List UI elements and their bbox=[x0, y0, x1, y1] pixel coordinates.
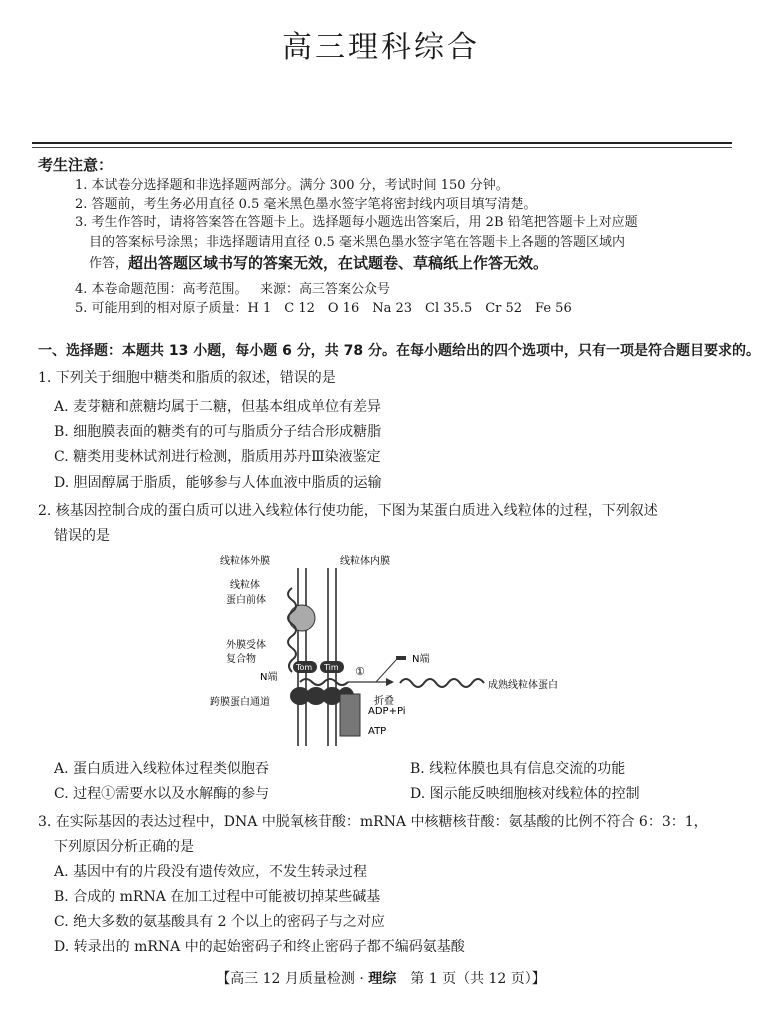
q3-stem-line2: 下列原因分析正确的是 bbox=[54, 839, 194, 855]
mature-protein-chain bbox=[400, 679, 484, 687]
notice-item-4: 4. 本卷命题范围：高考范围。 bbox=[75, 282, 248, 297]
precursor-label-1: 线粒体 bbox=[230, 580, 260, 591]
q1-option-c: C. 糖类用斐林试剂进行检测，脂质用苏丹Ⅲ染液鉴定 bbox=[54, 449, 381, 465]
notice-item-3: 3. 考生作答时，请将答案答在答题卡上。选择题每小题选出答案后，用 2B 铅笔把答题卡上对应题 bbox=[75, 215, 638, 230]
page-footer bbox=[0, 968, 762, 988]
translocating-chain bbox=[300, 679, 348, 685]
q2-option-c: C. 过程①需要水以及水解酶的参与 bbox=[54, 786, 270, 802]
atp-label: ATP bbox=[368, 726, 387, 737]
q2-stem-line1: 2. 核基因控制合成的蛋白质可以进入线粒体行使功能，下图为某蛋白质进入线粒体的过程，下列叙述 bbox=[38, 503, 658, 519]
fold-label: 折叠 bbox=[374, 696, 394, 707]
notice-heading: 考生注意： bbox=[38, 156, 114, 174]
q2-option-b: B. 线粒体膜也具有信息交流的功能 bbox=[410, 761, 626, 777]
mature-protein-label: 成熟线粒体蛋白 bbox=[488, 680, 558, 691]
notice-item-5: 5. 可能用到的相对原子质量：H 1 C 12 O 16 Na 23 Cl 35.5 Cr 52 Fe 56 bbox=[75, 301, 572, 316]
notice-item-1: 1. 本试卷分选择题和非选择题两部分。满分 300 分，考试时间 150 分钟。 bbox=[75, 178, 509, 193]
mitochondria-import-diagram bbox=[200, 548, 600, 748]
notice-item-2: 2. 答题前，考生务必用直径 0.5 毫米黑色墨水签字笔将密封线内项目填写清楚。 bbox=[75, 197, 537, 212]
q3-stem-line1: 3. 在实际基因的表达过程中，DNA 中脱氧核苷酸：mRNA 中核糖核苷酸：氨基酸的比例不符合 6：3：1， bbox=[38, 814, 708, 830]
q3-option-b: B. 合成的 mRNA 在加工过程中可能被切掉某些碱基 bbox=[54, 889, 381, 905]
q3-option-d: D. 转录出的 mRNA 中的起始密码子和终止密码子都不编码氨基酸 bbox=[54, 939, 465, 955]
receptor-label-2: 复合物 bbox=[226, 654, 256, 665]
q2-option-a: A. 蛋白质进入线粒体过程类似胞吞 bbox=[54, 761, 270, 777]
q1-option-b: B. 细胞膜表面的糖类有的可与脂质分子结合形成糖脂 bbox=[54, 424, 382, 440]
process-1-label: ① bbox=[355, 665, 365, 678]
receptor-sphere bbox=[289, 605, 315, 631]
n-end-label-left: N端 bbox=[260, 672, 278, 683]
q2-stem-line2: 错误的是 bbox=[54, 528, 110, 544]
notice-item-3-cont: 目的答案标号涂黑；非选择题请用直径 0.5 毫米黑色墨水签字笔在答题卡上各题的答题区域内 bbox=[89, 235, 625, 250]
q1-option-a: A. 麦芽糖和蔗糖均属于二糖，但基本组成单位有差异 bbox=[54, 399, 382, 415]
notice-item-3-cont2: 作答， bbox=[89, 256, 129, 271]
q1-option-d: D. 胆固醇属于脂质，能够参与人体血液中脂质的运输 bbox=[54, 475, 382, 491]
header-rule-thick bbox=[32, 142, 732, 144]
receptor-label-1: 外膜受体 bbox=[226, 640, 266, 651]
atp-pump bbox=[340, 694, 360, 736]
q2-option-d: D. 图示能反映细胞核对线粒体的控制 bbox=[410, 786, 640, 802]
q3-option-a: A. 基因中有的片段没有遗传效应，不发生转录过程 bbox=[54, 864, 368, 880]
notice-item-3-bold: 超出答题区域书写的答案无效，在试题卷、草稿纸上作答无效。 bbox=[128, 254, 549, 272]
tim-label: Tim bbox=[324, 663, 339, 672]
notice-source: 来源：高三答案公众号 bbox=[260, 282, 391, 297]
cleaved-n-end bbox=[396, 656, 406, 660]
n-end-label-right: N端 bbox=[412, 654, 430, 665]
precursor-chain bbox=[288, 588, 296, 672]
inner-membrane-label: 线粒体内膜 bbox=[340, 556, 390, 567]
footer-page: 第 1 页（共 12 页）】 bbox=[396, 971, 546, 987]
q1-stem: 1. 下列关于细胞中糖类和脂质的叙述，错误的是 bbox=[38, 370, 336, 386]
process-arrow-head bbox=[386, 678, 394, 686]
section-heading: 一、选择题：本题共 13 小题，每小题 6 分，共 78 分。在每小题给出的四个选项中，只有一项是符合题目要求的。 bbox=[38, 343, 760, 359]
header-rule-thin bbox=[32, 147, 732, 148]
footer-exam: 【高三 12 月质量检测 · bbox=[216, 971, 369, 987]
channel-label: 跨膜蛋白通道 bbox=[210, 697, 270, 708]
adp-label: ADP+Pi bbox=[368, 706, 406, 717]
footer-subject: 理综 bbox=[368, 971, 397, 987]
tom-label: Tom bbox=[296, 663, 313, 672]
page-title: 高三理科综合 bbox=[282, 30, 480, 65]
precursor-label-2: 蛋白前体 bbox=[226, 595, 266, 606]
q3-option-c: C. 绝大多数的氨基酸具有 2 个以上的密码子与之对应 bbox=[54, 914, 385, 930]
outer-membrane-label: 线粒体外膜 bbox=[220, 556, 270, 567]
